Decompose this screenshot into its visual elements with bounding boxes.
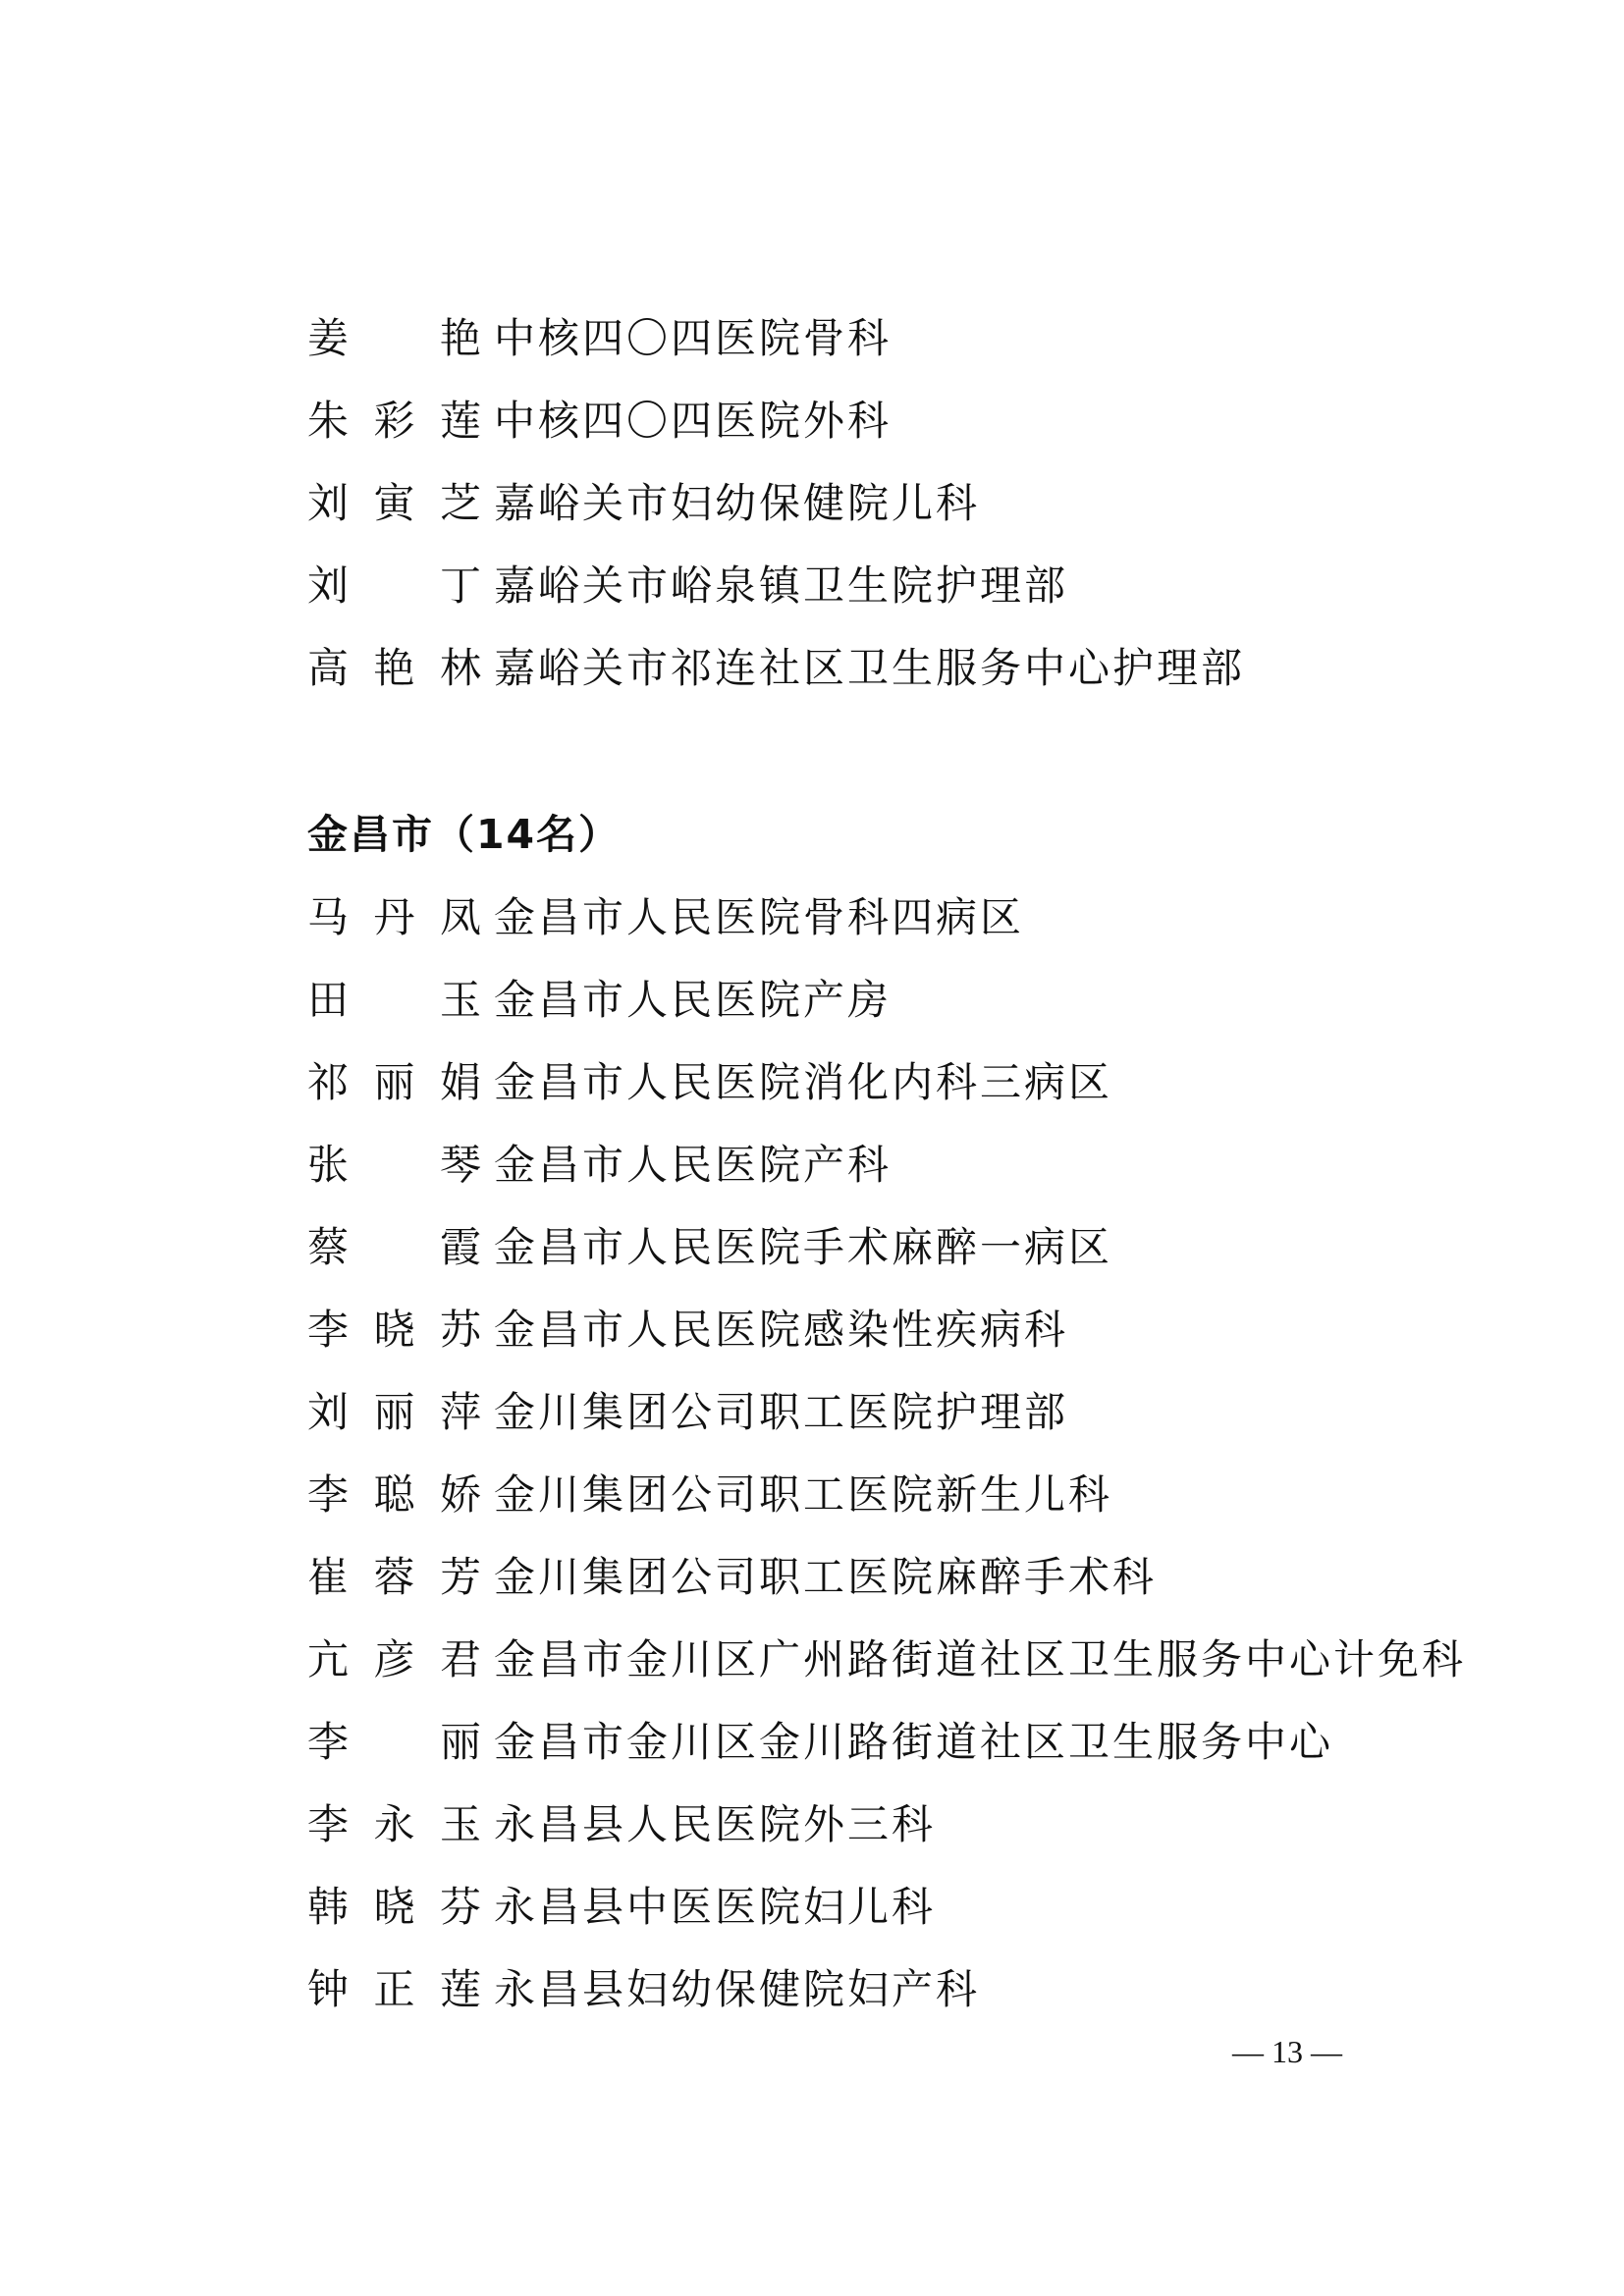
person-name: 祁丽娟 (307, 1058, 484, 1106)
work-unit: 金川集团公司职工医院护理部 (494, 1388, 1069, 1436)
person-name: 朱彩莲 (307, 397, 484, 445)
list-item (307, 1301, 1068, 1360)
work-unit: 嘉峪关市妇幼保健院儿科 (494, 479, 981, 527)
list-item (307, 888, 1024, 947)
person-name: 刘寅芝 (307, 479, 484, 527)
list-item (307, 1383, 1068, 1442)
page-number: — 13 — (1232, 2034, 1342, 2069)
list-item (307, 1466, 1112, 1524)
list-item (307, 1053, 1112, 1112)
list-item (307, 1218, 1112, 1277)
person-name: 马丹凤 (307, 893, 484, 941)
person-name: 李 丽 (307, 1718, 484, 1766)
person-name: 李聪娇 (307, 1470, 484, 1519)
work-unit: 金川集团公司职工医院新生儿科 (494, 1470, 1113, 1519)
list-item (307, 639, 1245, 698)
person-name: 姜 艳 (307, 314, 484, 362)
list-item (307, 1136, 892, 1195)
work-unit: 嘉峪关市峪泉镇卫生院护理部 (494, 561, 1069, 610)
person-name: 刘 丁 (307, 561, 484, 610)
work-unit: 金昌市金川区广州路街道社区卫生服务中心计免科 (494, 1635, 1467, 1683)
person-name: 张 琴 (307, 1141, 484, 1189)
person-name: 高艳林 (307, 644, 484, 692)
work-unit: 金昌市人民医院产房 (494, 976, 893, 1024)
list-item (307, 1795, 936, 1854)
list-item (307, 309, 892, 368)
person-name: 钟正莲 (307, 1965, 484, 2013)
person-name: 崔蓉芳 (307, 1553, 484, 1601)
work-unit: 金川集团公司职工医院麻醉手术科 (494, 1553, 1158, 1601)
work-unit: 永昌县中医医院妇儿科 (494, 1883, 937, 1931)
work-unit: 中核四〇四医院骨科 (494, 314, 893, 362)
person-name: 田 玉 (307, 976, 484, 1024)
work-unit: 金昌市人民医院骨科四病区 (494, 893, 1025, 941)
work-unit: 金昌市人民医院感染性疾病科 (494, 1306, 1069, 1354)
list-item (307, 1960, 980, 2019)
list-item (307, 1878, 936, 1937)
person-name: 亢彦君 (307, 1635, 484, 1683)
person-name: 李晓苏 (307, 1306, 484, 1354)
list-item (307, 1630, 1466, 1689)
list-item (307, 474, 980, 533)
work-unit: 金昌市人民医院产科 (494, 1141, 893, 1189)
work-unit: 中核四〇四医院外科 (494, 397, 893, 445)
list-item (307, 971, 892, 1030)
work-unit: 嘉峪关市祁连社区卫生服务中心护理部 (494, 644, 1246, 692)
person-name: 蔡 霞 (307, 1223, 484, 1271)
work-unit: 永昌县人民医院外三科 (494, 1800, 937, 1848)
work-unit: 永昌县妇幼保健院妇产科 (494, 1965, 981, 2013)
section-heading: 金昌市（14名） (307, 811, 622, 858)
work-unit: 金昌市金川区金川路街道社区卫生服务中心 (494, 1718, 1334, 1766)
list-item (307, 1713, 1333, 1772)
list-item (307, 557, 1068, 615)
list-item (307, 392, 892, 451)
person-name: 李永玉 (307, 1800, 484, 1848)
person-name: 韩晓芬 (307, 1883, 484, 1931)
list-item (307, 1548, 1157, 1607)
work-unit: 金昌市人民医院手术麻醉一病区 (494, 1223, 1113, 1271)
person-name: 刘丽萍 (307, 1388, 484, 1436)
work-unit: 金昌市人民医院消化内科三病区 (494, 1058, 1113, 1106)
